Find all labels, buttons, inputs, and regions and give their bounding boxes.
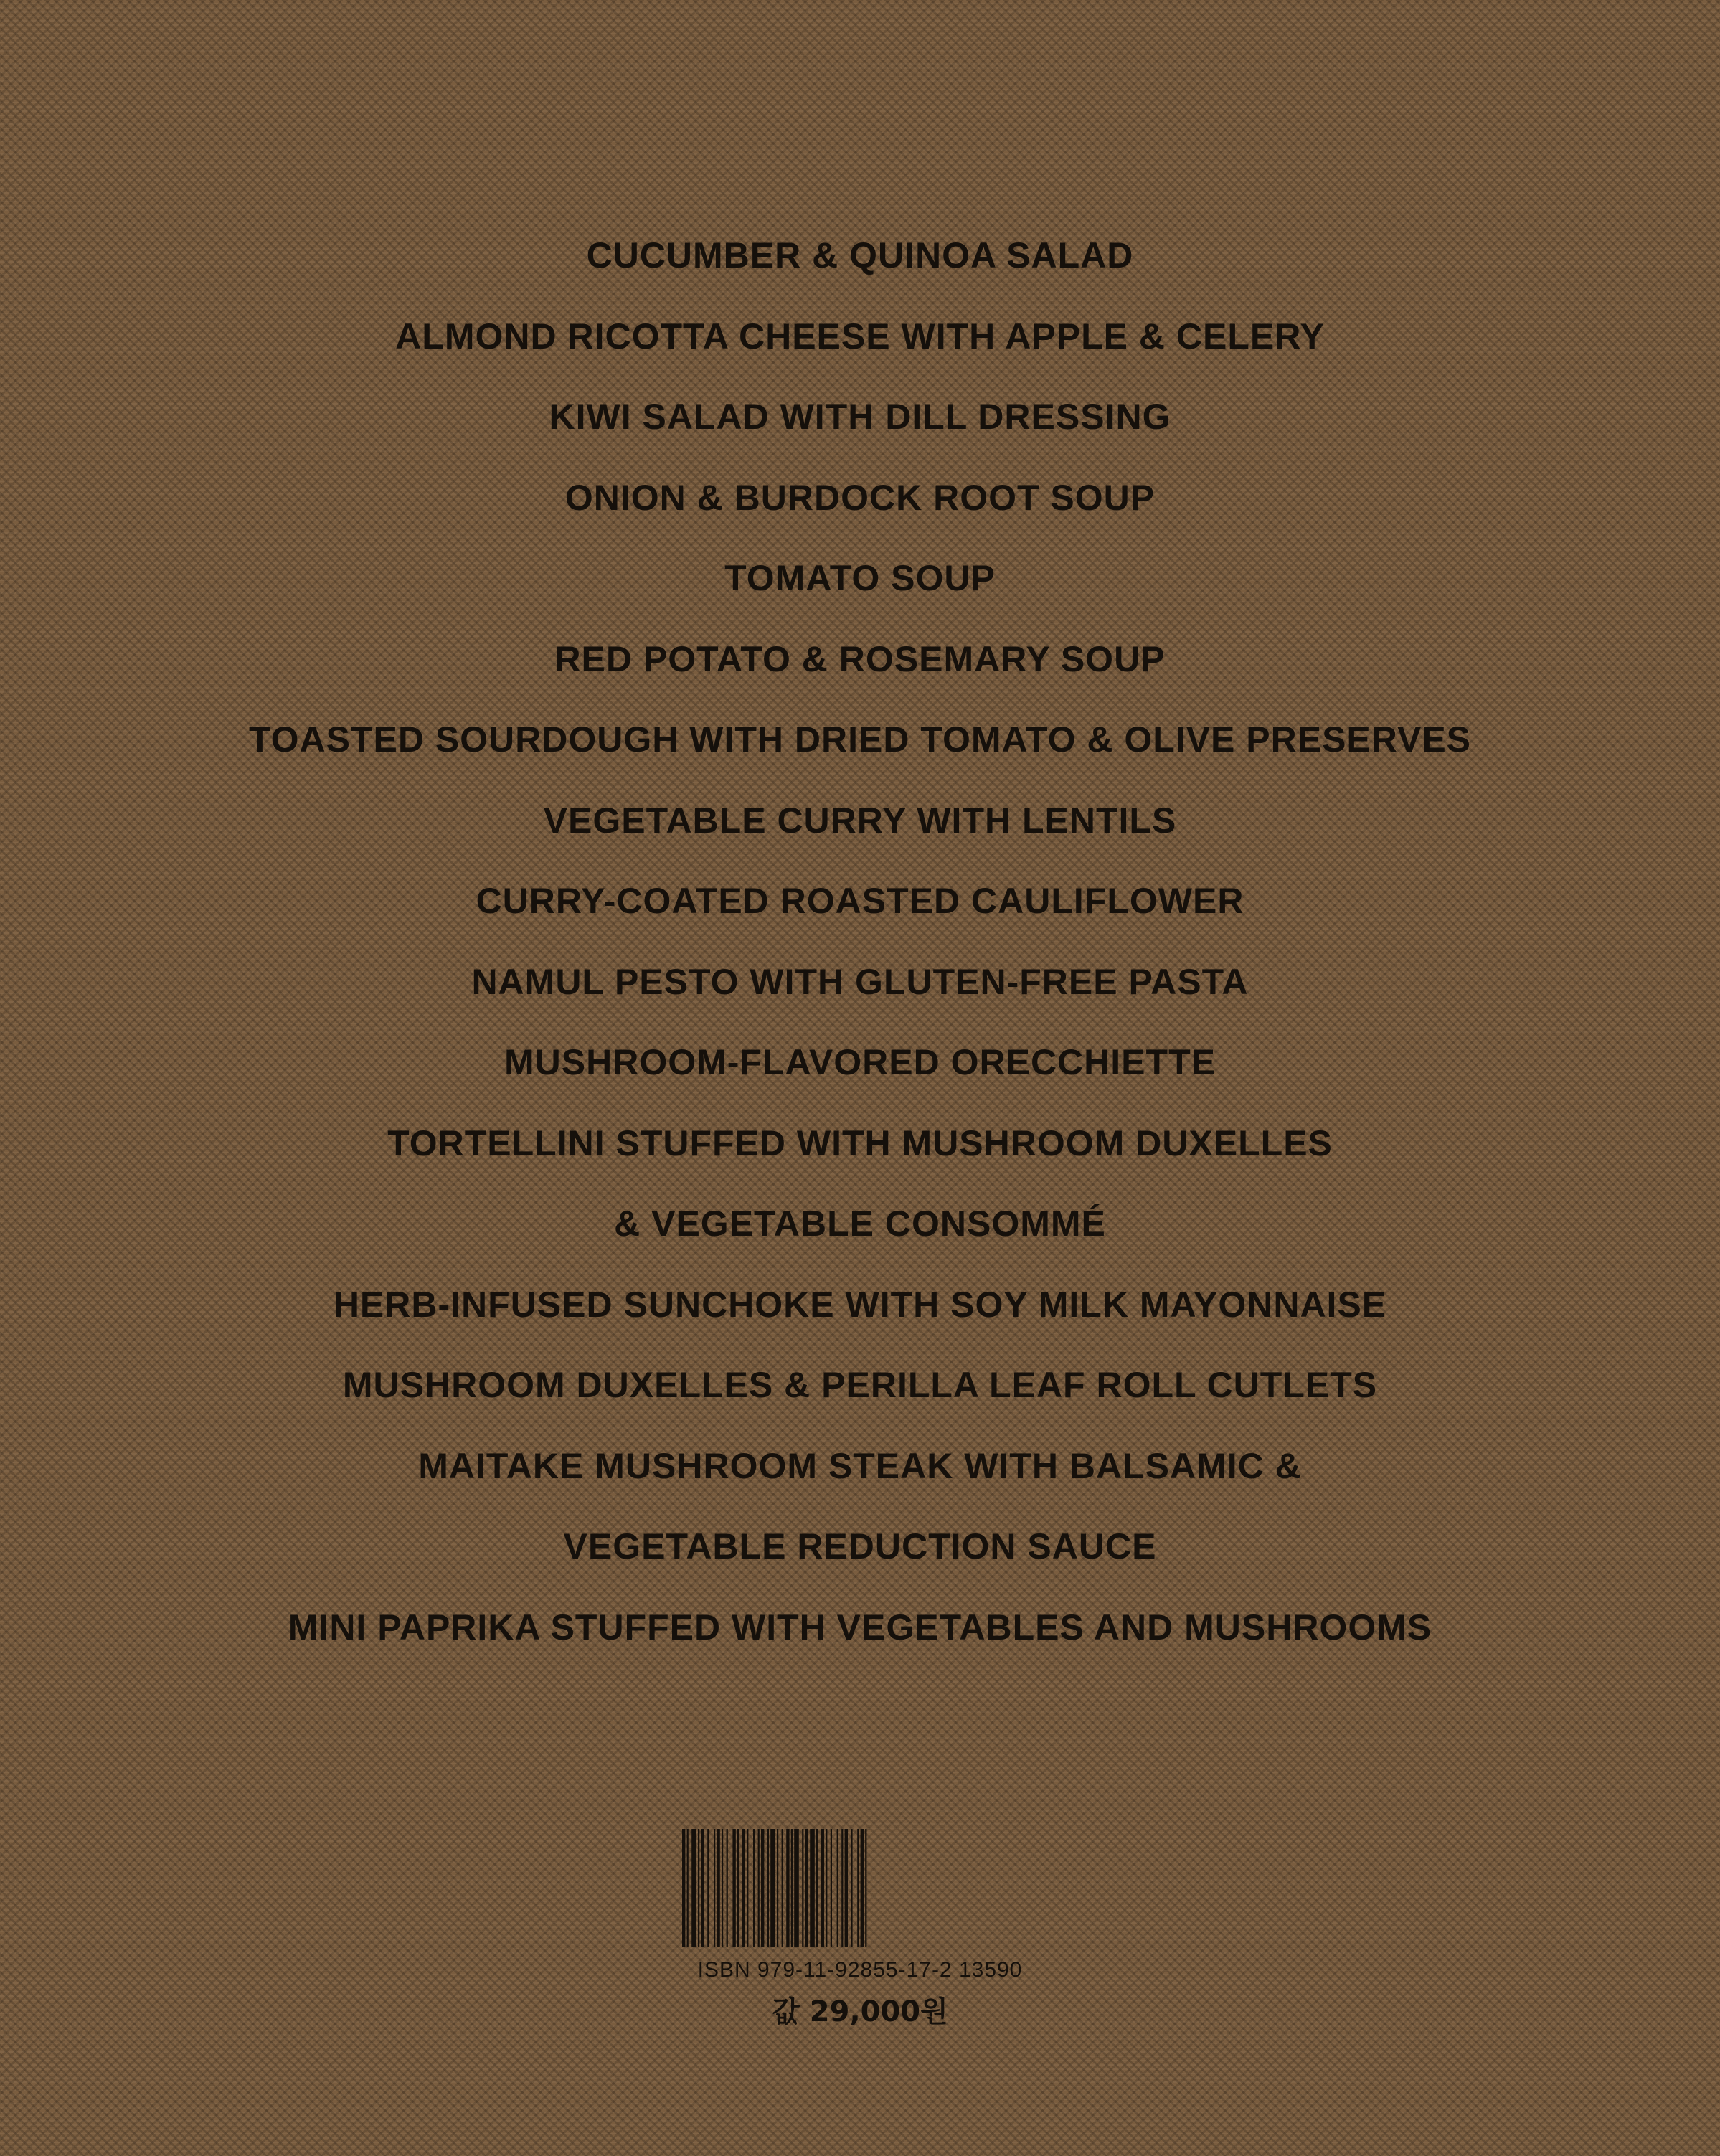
recipe-item: TOASTED SOURDOUGH WITH DRIED TOMATO & OLIVE PRESERVES xyxy=(248,719,1472,760)
barcode-bar xyxy=(791,1829,793,1947)
barcode-bar xyxy=(821,1829,824,1947)
barcode-bar xyxy=(732,1829,735,1947)
barcode-bar xyxy=(742,1829,745,1947)
barcode-icon xyxy=(681,1829,1039,1947)
barcode-bar xyxy=(782,1829,783,1947)
barcode-bar xyxy=(722,1829,723,1947)
recipe-item: NAMUL PESTO WITH GLUTEN-FREE PASTA xyxy=(471,961,1249,1002)
recipe-item: TOMATO SOUP xyxy=(724,558,996,598)
barcode-bar xyxy=(727,1829,728,1947)
barcode-bar xyxy=(857,1829,859,1947)
barcode-bar xyxy=(687,1829,689,1947)
recipe-item: MUSHROOM DUXELLES & PERILLA LEAF ROLL CUTLETS xyxy=(342,1365,1378,1405)
barcode-bar xyxy=(837,1829,838,1947)
barcode-bar xyxy=(851,1829,852,1947)
barcode-bar xyxy=(717,1829,719,1947)
barcode-bar xyxy=(737,1829,739,1947)
barcode-bar xyxy=(747,1829,748,1947)
barcode-bar xyxy=(786,1829,789,1947)
barcode-bar xyxy=(767,1829,769,1947)
barcode-bar xyxy=(753,1829,755,1947)
recipe-item: MUSHROOM-FLAVORED ORECCHIETTE xyxy=(504,1042,1216,1082)
recipe-item: VEGETABLE CURRY WITH LENTILS xyxy=(543,800,1177,841)
recipe-item: MAITAKE MUSHROOM STEAK WITH BALSAMIC & xyxy=(418,1445,1302,1486)
barcode-bar xyxy=(810,1829,815,1947)
barcode-bar xyxy=(770,1829,775,1947)
recipe-item: & VEGETABLE CONSOMMÉ xyxy=(614,1204,1106,1244)
barcode-bar xyxy=(845,1829,848,1947)
recipe-item: MINI PAPRIKA STUFFED WITH VEGETABLES AND MUSHROOMS xyxy=(288,1607,1432,1647)
recipe-item: VEGETABLE REDUCTION SAUCE xyxy=(563,1526,1157,1566)
barcode-bar xyxy=(698,1829,699,1947)
barcode-bar xyxy=(701,1829,704,1947)
recipe-list xyxy=(0,215,1720,1668)
recipe-item: TORTELLINI STUFFED WITH MUSHROOM DUXELLES xyxy=(387,1122,1333,1163)
barcode-bar xyxy=(805,1829,808,1947)
recipe-item: ONION & BURDOCK ROOT SOUP xyxy=(564,477,1156,518)
barcode-bar xyxy=(707,1829,709,1947)
recipe-item: CURRY-COATED ROASTED CAULIFLOWER xyxy=(476,881,1244,921)
barcode-bar xyxy=(682,1829,685,1947)
barcode-block xyxy=(0,1829,1720,2029)
barcode-bar xyxy=(841,1829,843,1947)
barcode-bar xyxy=(831,1829,832,1947)
barcode-bar xyxy=(714,1829,715,1947)
barcode-bar xyxy=(861,1829,864,1947)
recipe-item: CUCUMBER & QUINOA SALAD xyxy=(586,235,1134,275)
barcode-bar xyxy=(761,1829,764,1947)
barcode-bar xyxy=(777,1829,778,1947)
recipe-item: HERB-INFUSED SUNCHOKE WITH SOY MILK MAYONNAISE xyxy=(333,1284,1387,1325)
barcode-bar xyxy=(865,1829,866,1947)
barcode-bar xyxy=(794,1829,799,1947)
recipe-item: KIWI SALAD WITH DILL DRESSING xyxy=(549,397,1171,437)
barcode-bar xyxy=(691,1829,696,1947)
recipe-item: RED POTATO & ROSEMARY SOUP xyxy=(554,638,1166,679)
recipe-item: ALMOND RICOTTA CHEESE WITH APPLE & CELERY xyxy=(395,316,1325,356)
barcode-bar xyxy=(802,1829,803,1947)
price-label: 값 29,000원 xyxy=(772,1995,948,2028)
isbn-label: ISBN 979-11-92855-17-2 13590 xyxy=(697,1958,1023,1982)
barcode-bar xyxy=(816,1829,818,1947)
barcode-bar xyxy=(758,1829,760,1947)
barcode-bar xyxy=(826,1829,827,1947)
